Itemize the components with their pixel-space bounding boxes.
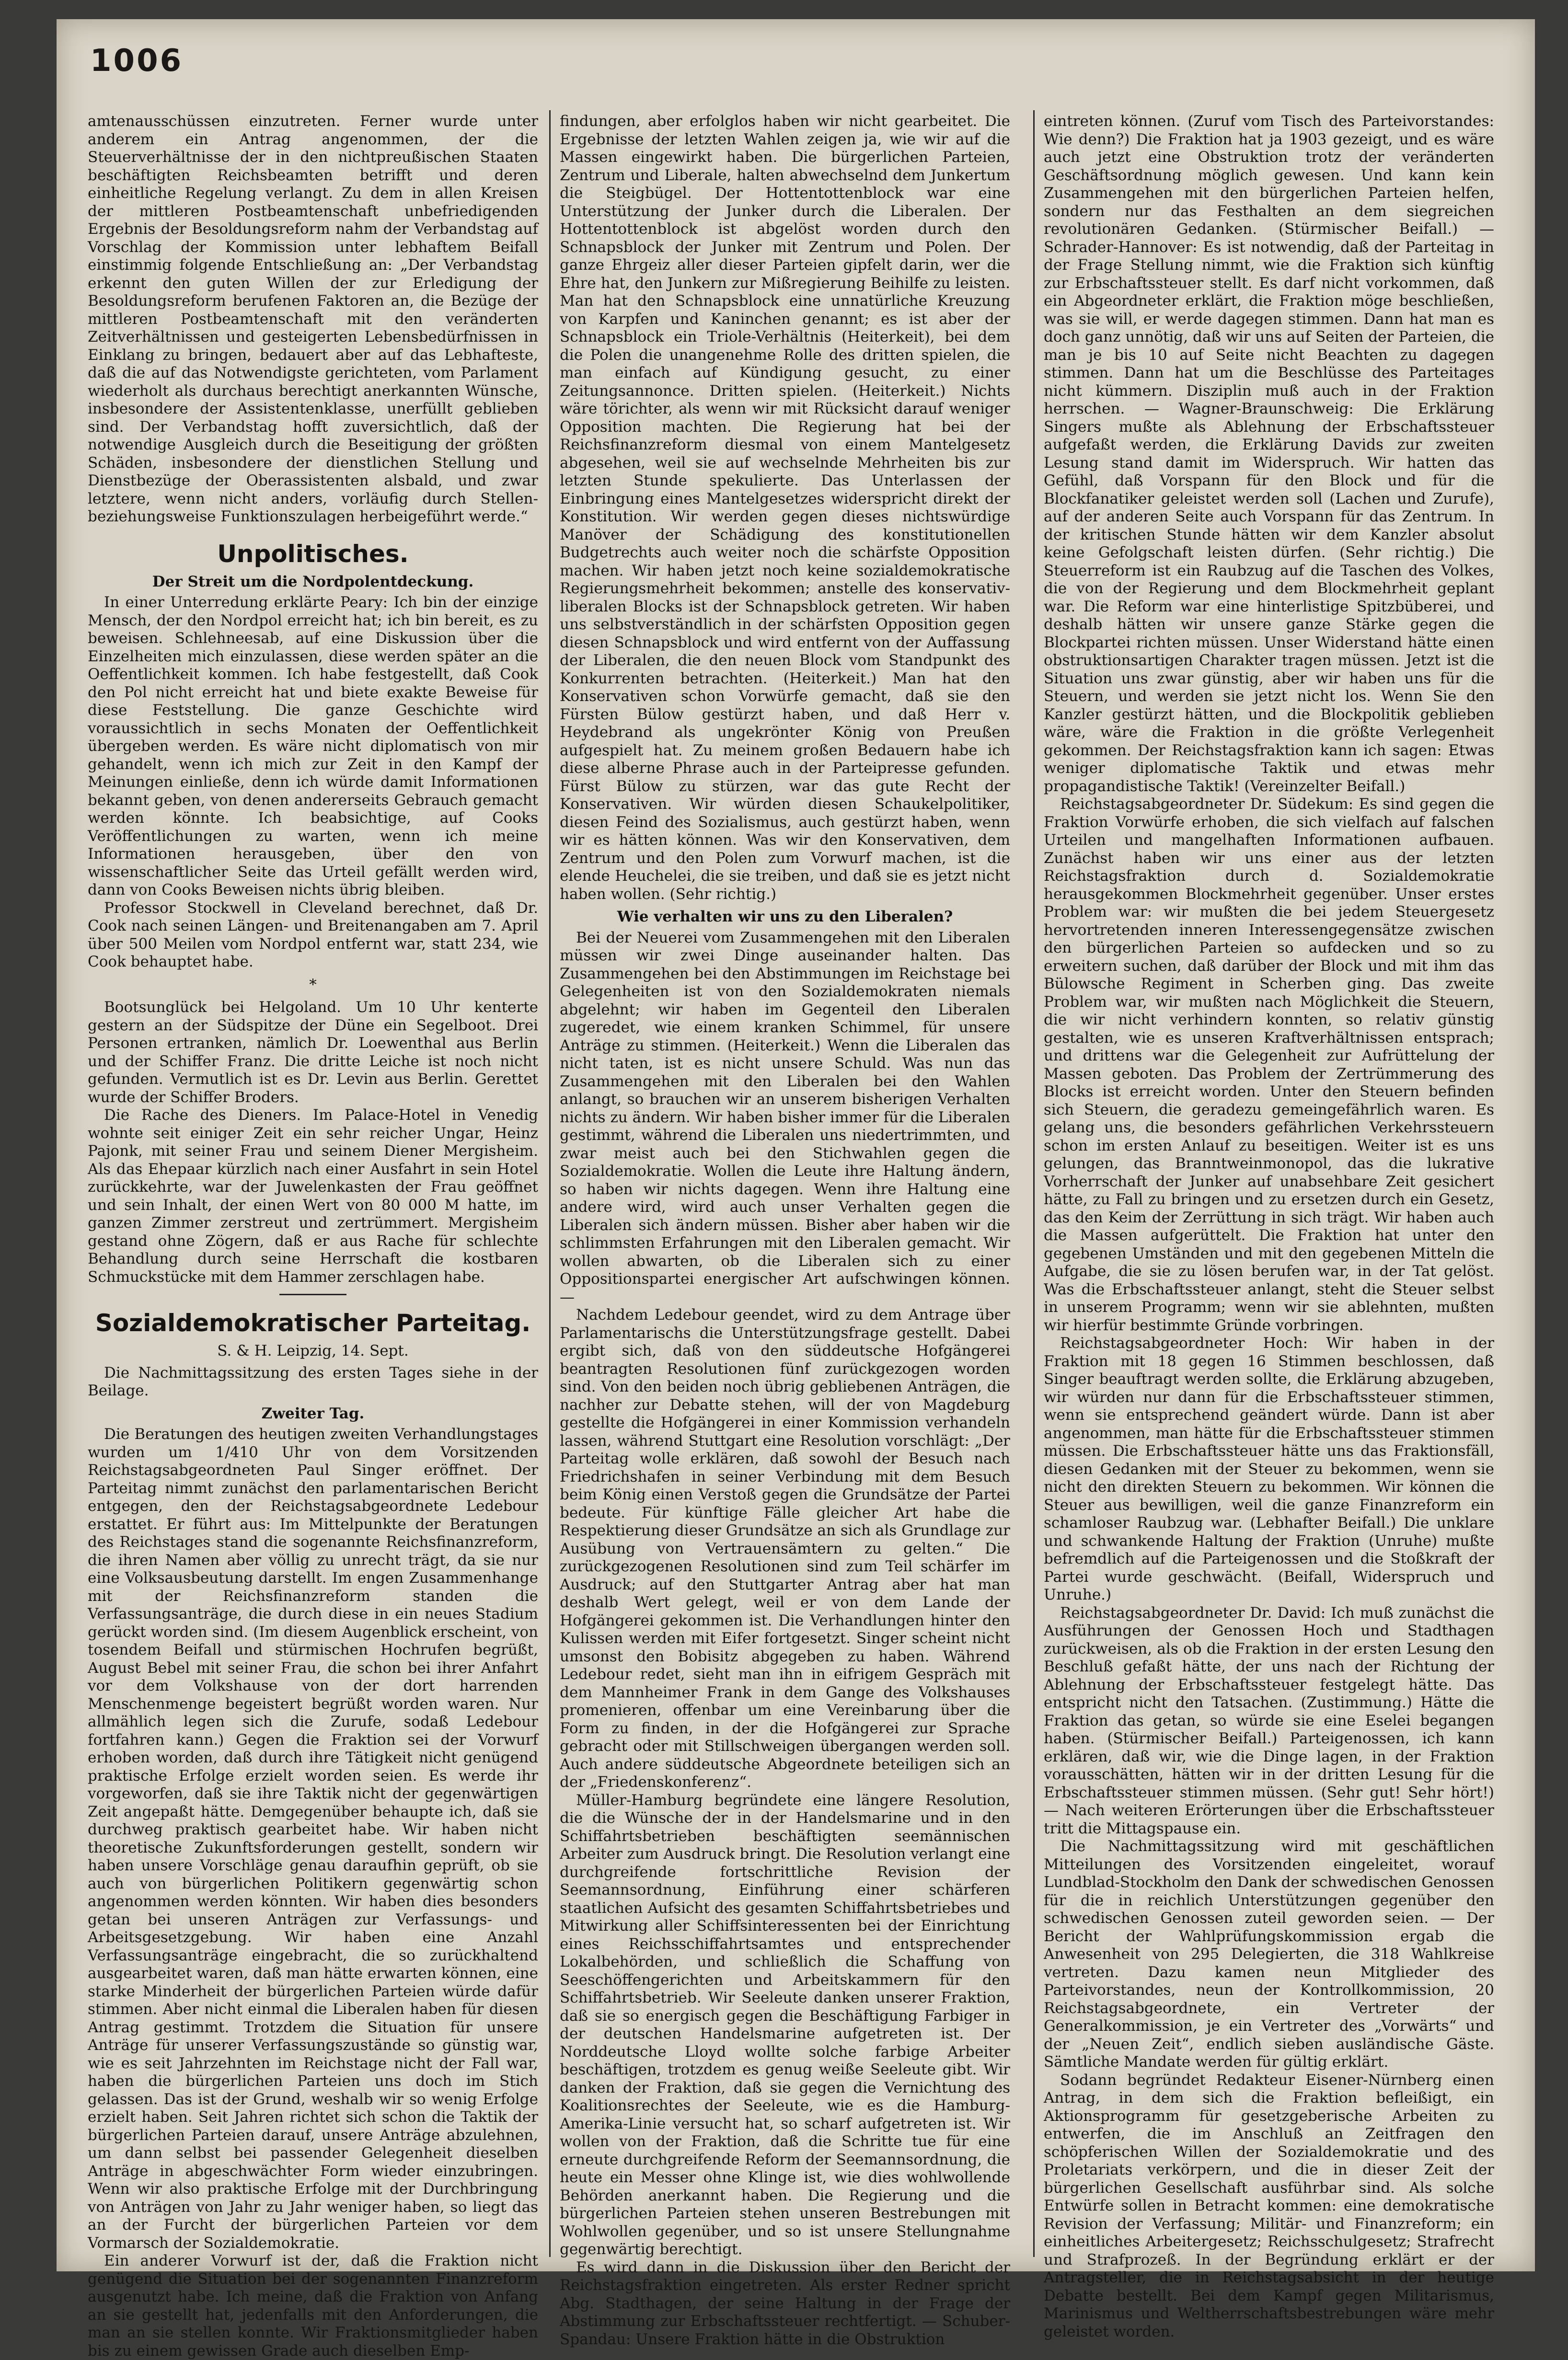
paragraph: Es wird dann in die Diskussion über den Bericht der Reichstagsfraktion eingetreten. Als erster Redner spricht Abg. Stadthagen, der seine Haltung in der Frage der Abstimmung zur Erbschaftssteuer rechtfertigt. — Schuber-Spandau: Unsere Fraktion hätte in die Obstruktion (560, 2258, 1010, 2348)
paragraph: Professor Stockwell in Cleveland berechnet, daß Dr. Cook nach seinen Längen- und Breitenangaben am 7. April über 500 Meilen vom Nordpol entfernt war, statt 234, wie Cook behauptet habe. (88, 899, 538, 970)
paragraph: Reichstagsabgeordneter Dr. Südekum: Es sind gegen die Fraktion Vorwürfe erhoben, die sich vielfach auf falschen Urteilen und mangelhaften Informationen aufbauen. Zunächst haben wir uns einer aus der letzten Reichstagsfraktion durch d. Sozialdemokratie herausgekommen Blockmehrheit gegenüber. Unser erstes Problem war: wir mußten die bei jedem Steuergesetz hervortretenden inneren Interessengegensätze zwischen den bürgerlichen Parteien so aufdecken und so zu erweitern suchen, daß darüber der Block und mit ihm das Bülowsche Regiment in Scherben ging. Das zweite Problem war, wir mußten nach Möglichkeit die Steuern, die wir nicht verhindern konnten, so relativ günstig gestalten, wie es unseren Kraftverhältnissen entsprach; und drittens war die Gelegenheit zur Aufrüttelung der Massen geboten. Das Problem der Zertrümmerung des Blocks ist erreicht worden. Unter den Steuern befinden sich Steuern, die geradezu gemeingefährlich waren. Es gelang uns, die besonders gefährlichen Verkehrssteuern schon im ersten Anlauf zu beseitigen. Weiter ist es uns gelungen, das Branntweinmonopol, das die lukrative Vorherrschaft der Junker auf unabsehbare Zeit gesichert hätte, zu Fall zu bringen und zu ersetzen durch ein Gesetz, das den Keim der Zerrüttung in sich trägt. Wir haben auch die Massen aufgerüttelt. Die Fraktion hat unter den gegebenen Umständen und mit den gegebenen Mitteln die Aufgabe, die sie zu lösen berufen war, in der Tat gelöst. Was die Erbschaftssteuer anlangt, steht die Steuer selbst in unserem Programm; wenn wir sie ablehnten, mußten wir hierfür bestimmte Gründe vorbringen. (1044, 795, 1494, 1334)
subheading-nordpol: Der Streit um die Nordpolentdeckung. (152, 573, 474, 590)
paragraph: Die Beratungen des heutigen zweiten Verhandlungstages wurden um 1/410 Uhr von dem Vorsitzenden Reichstagsabgeordneten Paul Singer eröffnet. Der Parteitag nimmt zunächst den parlamentarischen Bericht entgegen, den der Reichstagsabgeordnete Ledebour erstattet. Er führt aus: Im Mittelpunkte der Beratungen des Reichstages stand die sogenannte Reichsfinanzreform, die ihren Namen aber völlig zu unrecht trägt, da sie nur eine Volksausbeutung darstellt. Im engen Zusammenhange mit der Reichsfinanzreform standen die Verfassungsanträge, die durch diese in ein neues Stadium gerückt worden sind. (Im diesem Augenblick erscheint, von tosendem Beifall und stürmischen Hochrufen begrüßt, August Bebel mit seiner Frau, die schon bei ihrer Anfahrt vor dem Volkshause von der dort harrenden Menschenmenge begeistert begrüßt worden waren. Nur allmählich legen sich die Zurufe, sodaß Ledebour fortfahren kann.) Gegen die Fraktion sei der Vorwurf erhoben worden, daß durch ihre Tätigkeit nicht genügend praktische Erfolge erzielt worden seien. Es werde ihr vorgeworfen, daß sie ihre Taktik nicht der gegenwärtigen Zeit angepaßt hätte. Demgegenüber behaupte ich, daß sie durchweg praktisch gearbeitet habe. Wir haben nicht theoretische Zukunftsforderungen gestellt, sondern wir haben unsere Vorschläge genau daraufhin geprüft, ob sie auch von bürgerlichen Politikern gegenwärtig schon angenommen werden könnten. Wir haben dies besonders getan bei unseren Anträgen zur Verfassungs- und Arbeitsgesetzgebung. Wir haben eine Anzahl Verfassungsanträge eingebracht, die so zurückhaltend ausgearbeitet waren, daß man hätte erwarten können, eine starke Minderheit der bürgerlichen Parteien würde dafür stimmen. Aber nicht einmal die Liberalen haben für diesen Antrag gestimmt. Trotzdem die Situation für unsere Anträge für unserer Verfassungszustände so günstig war, wie es seit Jahrzehnten im Reichstage nicht der Fall war, haben die bürgerlichen Parteien uns doch im Stich gelassen. Das ist der Grund, weshalb wir so wenig Erfolge erzielt haben. Seit Jahren richtet sich schon die Taktik der bürgerlichen Parteien darauf, unsere Anträge abzulehnen, um dann selbst bei passender Gelegenheit dieselben Anträge in abgeschwächter Form wieder einzubringen. Wenn wir also praktische Erfolge mit der Durchbringung von Anträgen von Jahr zu Jahr weniger haben, so liegt das an der Furcht der bürgerlichen Parteien vor dem Vormarsch der Sozialdemokratie. (88, 1426, 538, 2252)
paragraph: Reichstagsabgeordneter Dr. David: Ich muß zunächst die Ausführungen der Genossen Hoch und Stadthagen zurückweisen, als ob die Fraktion in der ersten Lesung den Beschluß gefaßt hätte, der uns nach der Richtung der Ablehnung der Erbschaftssteuer festgelegt hätte. Das entspricht nicht den Tatsachen. (Zustimmung.) Hätte die Fraktion das getan, so würde sie eine Eselei begangen haben. (Stürmischer Beifall.) Parteigenossen, ich kann erklären, daß wir, wie die Dinge lagen, in der Fraktion vorausschätten, hätten wir in der dritten Lesung für die Erbschaftssteuer stimmen müssen. (Sehr gut! Sehr hört!) — Nach weiteren Erörterungen über die Erbschaftssteuer tritt die Mittagspause ein. (1044, 1604, 1494, 1837)
column-2 (560, 113, 1010, 2348)
subheading-liberalen: Wie verhalten wir uns zu den Liberalen? (617, 908, 953, 925)
paragraph: Bei der Neuerei vom Zusammengehen mit den Liberalen müssen wir zwei Dinge auseinander halten. Das Zusammengehen bei den Abstimmungen im Reichstage bei Gelegenheiten ist von den Sozialdemokraten niemals abgelehnt; wir haben im Gegenteil den Liberalen zugeredet, wie einem kranken Schimmel, für unsere Anträge zu stimmen. (Heiterkeit.) Wenn die Liberalen das nicht taten, ist es nicht unsere Schuld. Was nun das Zusammengehen mit den Liberalen bei den Wahlen anlangt, so brauchen wir an unserem bisherigen Verhalten nichts zu ändern. Wir haben bisher immer für die Liberalen gestimmt, während die Liberalen uns niedertrimmten, und zwar meist auch bei den Stichwahlen gegen die Sozialdemokratie. Wollen die Leute ihre Haltung ändern, so haben wir nichts dagegen. Wenn ihre Haltung eine andere wird, wird auch unser Verhalten gegen die Liberalen sich ändern müssen. Bisher aber haben wir die schlimmsten Erfahrungen mit den Liberalen gemacht. Wir wollen abwarten, ob die Liberalen sich zu einer Oppositionspartei energischer Art aufschwingen können. — (560, 929, 1010, 1306)
paragraph: Reichstagsabgeordneter Hoch: Wir haben in der Fraktion mit 18 gegen 16 Stimmen beschlossen, daß Singer beauftragt werden sollte, die Erklärung abzugeben, wir würden nur dann für die Erbschaftssteuer stimmen, wenn sie entsprechend geändert würde. Dann ist aber angenommen, man hätte für die Erbschaftssteuer stimmen müssen. Die Erbschaftssteuer hätte uns das Fraktionsfäll, diesen Gedanken mit der Steuer zu bekommen, wenn sie nicht den direkten Steuern zu bekommen. Wir können die Steuer aus bewilligen, weil die ganze Finanzreform ein schamloser Raubzug war. (Lebhafter Beifall.) Die unklare und schwankende Haltung der Fraktion (Unruhe) mußte befremdlich auf die Parteigenossen und die Stoßkraft der Partei wurde geschwächt. (Beifall, Widerspruch und Unruhe.) (1044, 1335, 1494, 1603)
paragraph: Die Nachmittagssitzung des ersten Tages siehe in der Beilage. (88, 1364, 538, 1399)
paragraph: findungen, aber erfolglos haben wir nicht gearbeitet. Die Ergebnisse der letzten Wahlen zeigen ja, wie wir auf die Massen eingewirkt haben. Die bürgerlichen Parteien, Zentrum und Liberale, halten abwechselnd dem Junkertum die Steigbügel. Der Hottentottenblock war eine Unterstützung der Junker durch die Liberalen. Der Hottentottenblock ist abgelöst worden durch den Schnapsblock der Junker mit Zentrum und Polen. Der ganze Ehrgeiz aller dieser Parteien gipfelt darin, wer die Ehre hat, den Junkern zur Mißregierung Beihilfe zu leisten. Man hat den Schnapsblock eine unnatürliche Kreuzung von Karpfen und Kaninchen genannt; es ist aber der Schnapsblock ein Triole-Verhältnis (Heiterkeit), bei dem die Polen die unangenehme Rolle des dritten spielen, die man einfach auf Kündigung gesucht, zu einer Zeitungsannonce. Dritten spielen. (Heiterkeit.) Nichts wäre törichter, als wenn wir mit Rücksicht darauf weniger Opposition machten. Die Regierung hat bei der Reichsfinanzreform diesmal von einem Mantelgesetz abgesehen, weil sie auf wechselnde Mehrheiten bis zur letzten Stunde spekulierte. Das Unterlassen der Einbringung eines Mantelgesetzes widerspricht direkt der Konstitution. Wir werden gegen dieses nichtswürdige Manöver der Schädigung des konstitutionellen Budgetrechts auch weiter noch die schärfste Opposition machen. Wir haben jetzt noch keine sozialdemokratische Regierungsmehrheit bekommen; anstelle des konservativ-liberalen Blocks ist der Schnapsblock getreten. Wir haben uns selbstverständlich in der schärfsten Opposition gegen diesen Schnapsblock und wird entfernt von der Auffassung der Liberalen, die den neuen Block vom Standpunkt des Konkurrenten betrachten. (Heiterkeit.) Man hat den Konservativen schon Vorwürfe gemacht, daß sie den Fürsten Bülow gestürzt haben, und daß Herr v. Heydebrand als ungekrönter König von Preußen aufgespielt hat. Zu meinem großen Bedauern habe ich diese alberne Phrase auch in der Parteipresse gefunden. Fürst Bülow zu stürzen, war das gute Recht der Konservativen. Wir würden diesen Schaukelpolitiker, diesen Feind des Sozialismus, auch gestürzt haben, wenn wir es hätten können. Was wir den Konservativen, dem Zentrum und den Polen zum Vorwurf machen, ist die elende Heuchelei, die sie treiben, und daß sie es jetzt nicht haben wollen. (Sehr richtig.) (560, 113, 1010, 903)
paragraph: Ein anderer Vorwurf ist der, daß die Fraktion nicht genügend die Situation bei der sogenannten Finanzreform ausgenutzt habe. Ich meine, daß die Fraktion von Anfang an sie gestellt hat, jedenfalls mit den Anforderungen, die man an sie stellen konnte. Wir Fraktionsmitglieder haben bis zu einem gewissen Grade auch dieselben Emp- (88, 2252, 538, 2360)
section-heading-unpolitisches: Unpolitisches. (217, 540, 409, 568)
paragraph: Bootsunglück bei Helgoland. Um 10 Uhr kenterte gestern an der Südspitze der Düne ein Segelboot. Drei Personen ertranken, nämlich Dr. Loewenthal aus Berlin und der Schiffer Franz. Die dritte Leiche ist noch nicht gefunden. Vermutlich ist es Dr. Levin aus Berlin. Gerettet wurde der Schiffer Broders. (88, 999, 538, 1106)
column-rule (549, 110, 551, 2257)
paragraph: In einer Unterredung erklärte Peary: Ich bin der einzige Mensch, der den Nordpol erreicht hat; ich bin bereit, es zu beweisen. Schlehneesab, auf eine Diskussion über die Einzelheiten mich einzulassen, diese werden später an die Oeffentlichkeit kommen. Ich habe festgestellt, daß Cook den Pol nicht erreicht hat und biete exakte Beweise für diese Feststellung. Die ganze Geschichte wird voraussichtlich in sechs Monaten der Oeffentlichkeit übergeben werden. Es wäre nicht diplomatisch von mir gehandelt, wenn ich mich zur Zeit in den Kampf der Meinungen einließe, denn ich würde damit Informationen bekannt geben, von denen andererseits Gebrauch gemacht werden könnte. Ich beabsichtige, auf Cooks Veröffentlichungen zu warten, wenn ich meine Informationen herausgeben, über den von wissenschaftlicher Seite das Urteil gefällt werden wird, dann von Cooks Beweisen nichts übrig bleiben. (88, 594, 538, 898)
page-number: 1006 (90, 43, 184, 79)
section-heading-parteitag: Sozialdemokratischer Parteitag. (95, 1309, 531, 1337)
dateline: S. & H. Leipzig, 14. Sept. (217, 1342, 409, 1359)
subheading-zweiter-tag: Zweiter Tag. (261, 1404, 365, 1422)
separator-star: * (309, 976, 317, 993)
paragraph: Nachdem Ledebour geendet, wird zu dem Antrage über Parlamentarischs die Unterstützungsfrage gestellt. Dabei ergibt sich, daß von den süddeutsche Hofgängerei beantragten Resolutionen fünf zurückgezogen worden sind. Von den beiden noch übrig gebliebenen Anträgen, die nachher zur Debatte stehen, will der von Magdeburg gestellte die Hofgängerei in einer Kommission verhandeln lassen, während Stuttgart eine Resolution vorschlägt: „Der Parteitag wolle erklären, daß sowohl der Besuch nach Friedrichshafen in seiner Verbindung mit dem Besuch beim König einen Verstoß gegen die Grundsätze der Partei bedeute. Für künftige Fälle gleicher Art habe die Respektierung dieser Grundsätze an sich als Grundlage zur Ausübung von Vertrauensämtern zu gelten.“ Die zurückgezogenen Resolutionen sind zum Teil schärfer im Ausdruck; auf den Stuttgarter Antrag aber hat man deshalb Wert gelegt, weil er von dem Lande der Hofgängerei gekommen ist. Die Verhandlungen hinter den Kulissen werden mit Eifer fortgesetzt. Singer scheint nicht umsonst den Bobisitz abgegeben zu haben. Während Ledebour redet, sieht man ihn in eifrigem Gespräch mit dem Mannheimer Frank in dem Gange des Volkshauses promenieren, offenbar um eine Vereinbarung über die Form zu finden, in der die Hofgängerei zur Sprache gebracht oder mit Stillschweigen übergangen werden soll. Auch andere süddeutsche Abgeordnete beteiligen sich an der „Friedenskonferenz“. (560, 1306, 1010, 1791)
newspaper-page (57, 19, 1535, 2360)
paragraph: eintreten können. (Zuruf vom Tisch des Parteivorstandes: Wie denn?) Die Fraktion hat ja 1903 gezeigt, und es wäre auch jetzt eine Obstruktion trotz der veränderten Geschäftsordnung möglich gewesen. Und kann kein Zusammengehen mit den bürgerlichen Parteien helfen, sondern nur das Festhalten an dem siegreichen revolutionären Gedanken. (Stürmischer Beifall.) — Schrader-Hannover: Es ist notwendig, daß der Parteitag in der Frage Stellung nimmt, wie die Fraktion sich künftig zur Erbschaftssteuer stellt. Es darf nicht vorkommen, daß ein Abgeordneter erklärt, die Fraktion möge beschließen, was sie will, er werde dagegen stimmen. Dann hat man es doch ganz unnötig, daß wir uns auf Seiten der Parteien, die man je bis 10 auf Seite nicht Beachten zu dagegen stimmen. Dann hat um die Beschlüsse des Parteitages nicht kümmern. Disziplin muß auch in der Fraktion herrschen. — Wagner-Braunschweig: Die Erklärung Singers mußte als Ablehnung der Erbschaftssteuer aufgefaßt werden, die Erklärung Davids zur zweiten Lesung stand damit im Widerspruch. Wir hatten das Gefühl, daß Vorspann für den Block und für die Blockfanatiker geleistet werden soll (Lachen und Zurufe), auf der anderen Seite auch Vorspann für das Zentrum. In der kritischen Stunde hätten wir dem Kanzler absolut keine Gefolgschaft leisten dürfen. (Sehr richtig.) Die Steuerreform ist ein Raubzug auf die Taschen des Volkes, die von der Regierung und dem Blockmehrheit geplant war. Die Reform war eine hinterlistige Spitzbüberei, und deshalb hätten wir unsere ganze Stärke gegen die Blockpartei richten müssen. Unser Widerstand hätte einen obstruktionsartigen Charakter tragen müssen. Jetzt ist die Situation uns zwar günstig, aber wir haben uns für die Steuern, und werden sie jetzt nicht los. Wenn Sie den Kanzler gestürzt hätten, und die Blockpolitik geblieben wäre, wäre die Fraktion in die größte Verlegenheit gekommen. Der Reichstagsfraktion kann ich sagen: Etwas weniger diplomatische Taktik und etwas mehr propagandistische Taktik! (Vereinzelter Beifall.) (1044, 113, 1494, 795)
paragraph: Die Nachmittagssitzung wird mit geschäftlichen Mitteilungen des Vorsitzenden eingeleitet, worauf Lundblad-Stockholm den Dank der schwedischen Genossen für die in reichlich Unterstützungen gegenüber den schwedischen Genossen zuteil geworden seien. — Der Bericht der Wahlprüfungskommission ergab die Anwesenheit von 295 Delegierten, die 318 Wahlkreise vertreten. Dazu kamen neun Mitglieder des Parteivorstandes, neun der Kontrollkommission, 20 Reichstagsabgeordnete, ein Vertreter der Generalkommission, je ein Vertreter des „Vorwärts“ und der „Neuen Zeit“, endlich sieben ausländische Gäste. Sämtliche Mandate werden für gültig erklärt. (1044, 1838, 1494, 2071)
paragraph: Müller-Hamburg begründete eine längere Resolution, die die Wünsche der in der Handelsmarine und in den Schiffahrtsbetrieben beschäftigten seemännischen Arbeiter zum Ausdruck bringt. Die Resolution verlangt eine durchgreifende fortschrittliche Revision der Seemannsordnung, Einführung einer schärferen staatlichen Aufsicht des gesamten Schiffahrtsbetriebes und Mitwirkung aller Schiffsinteressenten bei der Einrichtung eines Reichsschiffahrtsamtes und entsprechender Lokalbehörden, und schließlich die Schaffung von Seeschöffengerichten und Arbeitskammern für den Schiffahrtsbetrieb. Wir Seeleute danken unserer Fraktion, daß sie so energisch gegen die Beschäftigung Farbiger in der deutschen Handelsmarine aufgetreten ist. Der Norddeutsche Lloyd wollte solche farbige Arbeiter beschäftigen, trotzdem es genug weiße Seeleute gibt. Wir danken der Fraktion, daß sie gegen die Vernichtung des Koalitionsrechtes der Seeleute, wie es die Hamburg-Amerika-Linie versucht hat, so scharf aufgetreten ist. Wir wollen von der Fraktion, daß die Schritte tue für eine erneute durchgreifende Reform der Seemannsordnung, die heute ein Messer ohne Klinge ist, wie dies wohlwollende Behörden anerkannt haben. Die Regierung und die bürgerlichen Parteien stehen unseren Bestrebungen mit Wohlwollen gegenüber, und so ist unsere Stellungnahme gegenwärtig berechtigt. (560, 1791, 1010, 2258)
paragraph: Die Rache des Dieners. Im Palace-Hotel in Venedig wohnte seit einiger Zeit ein sehr reicher Ungar, Heinz Pajonk, mit seiner Frau und seinem Diener Mergisheim. Als das Ehepaar kürzlich nach einer Ausfahrt in sein Hotel zurückkehrte, war der Juwelenkasten der Frau geöffnet und sein Inhalt, der einen Wert von 80 000 M hatte, im ganzen Zimmer zerstreut und zertrümmert. Mergisheim gestand ohne Zögern, daß er aus Rache für schlechte Behandlung durch seine Herrschaft die kostbaren Schmuckstücke mit dem Hammer zerschlagen habe. (88, 1106, 538, 1286)
paragraph: amtenausschüssen einzutreten. Ferner wurde unter anderem ein Antrag angenommen, der die Steuerverhältnisse der in den nichtpreußischen Staaten beschäftigten Reichsbeamten betrifft und deren einheitliche Regelung verlangt. Zu dem in allen Kreisen der mittleren Postbeamtenschaft unbefriedigenden Ergebnis der Besoldungsreform nahm der Verbandstag auf Vorschlag der Kommission unter lebhaftem Beifall einstimmig folgende Entschließung an: „Der Verbandstag erkennt den guten Willen der zur Erledigung der Besoldungsreform berufenen Faktoren an, die Bezüge der mittleren Postbeamtenschaft mit den veränderten Zeitverhältnissen und gesteigerten Lebensbedürfnissen in Einklang zu bringen, bedauert aber auf das Lebhafteste, daß die auf das Notwendigste gerichteten, vom Parlament wiederholt als durchaus berechtigt anerkannten Wünsche, insbesondere der Assistentenklasse, unerfüllt geblieben sind. Der Verbandstag hofft zuversichtlich, daß der notwendige Ausgleich durch die Beseitigung der größten Schäden, insbesondere der dienstlichen Stellung und Dienstbezüge der Oberassistenten alsbald, und zwar letztere, wenn nicht anders, vorläufig durch Stellen- beziehungsweise Funktionszulagen herbeigeführt werde.“ (88, 113, 538, 525)
column-rule (1033, 110, 1035, 2257)
column-1 (88, 113, 538, 2360)
column-3 (1044, 113, 1494, 2340)
divider (279, 1294, 346, 1295)
paragraph: Sodann begründet Redakteur Eisener-Nürnberg einen Antrag, in dem sich die Fraktion befleißigt, ein Aktionsprogramm für gesetzgeberische Arbeiten zu entwerfen, die im Anschluß an Zeitfragen den schöpferischen Willen der Sozialdemokratie und des Proletariats verkörpern, und die in dieser Zeit der bürgerlichen Gesellschaft ausführbar sind. Als solche Entwürfe sollen in Betracht kommen: eine demokratische Revision der Verfassung; Militär- und Finanzreform; ein einheitliches Arbeitergesetz; Reichsschulgesetz; Strafrecht und Strafprozeß. In der Begründung erklärt er der Antragsteller, die in Reichstagsabsicht in der heutige Debatte bestellt. Bei dem Kampf gegen Militarismus, Marinismus und Weltherrschaftsbestrebungen wäre mehr geleistet worden. (1044, 2071, 1494, 2340)
